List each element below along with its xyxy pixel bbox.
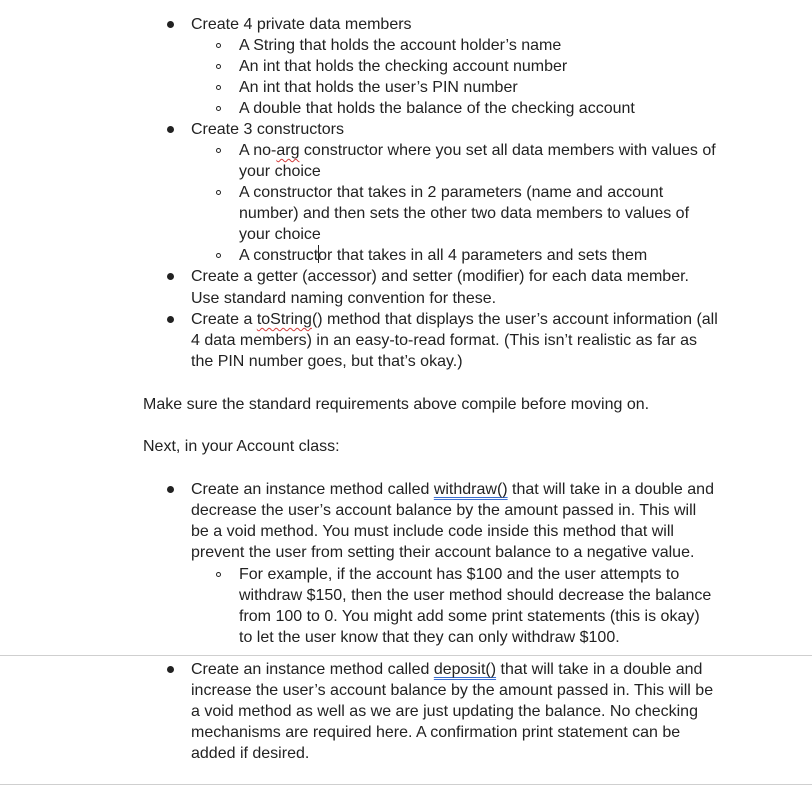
sub-bullet-four-param-constructor: A constructor that takes in all 4 parameters and sets them	[239, 247, 648, 264]
bullet-circle-icon	[216, 85, 221, 90]
bullet-deposit-cont: increase the user’s account balance by the amount passed in. This will be	[191, 682, 714, 699]
grammar-check-word[interactable]: deposit()	[433, 661, 497, 678]
page-break-divider	[0, 655, 812, 656]
bullet-withdraw-cont: decrease the user’s account balance by the amount passed in. This will	[191, 502, 697, 519]
bullet-disc-icon	[167, 21, 174, 28]
bullet-deposit-cont: mechanisms are required here. A confirmation print statement can be	[191, 724, 681, 741]
bullet-tostring: Create a toString() method that displays the user’s account information (all	[191, 311, 718, 328]
sub-bullet-string-name: A String that holds the account holder’s name	[239, 37, 562, 54]
bullet-withdraw-cont: prevent the user from setting their account balance to a negative value.	[191, 544, 695, 561]
bullet-withdraw-cont: be a void method. You must include code inside this method that will	[191, 523, 674, 540]
sub-bullet-int-pin: An int that holds the user’s PIN number	[239, 79, 518, 96]
bullet-circle-icon	[216, 43, 221, 48]
bullet-circle-icon	[216, 106, 221, 111]
paragraph-compile-note: Make sure the standard requirements above compile before moving on.	[143, 396, 650, 413]
bullet-getter-setter-cont: Use standard naming convention for these.	[191, 290, 497, 307]
sub-bullet-no-arg-constructor: A no-arg constructor where you set all data members with values of	[239, 142, 716, 159]
sub-bullet-withdraw-example-cont: to let the user know that they can only withdraw $100.	[239, 629, 620, 646]
sub-bullet-two-param-constructor-cont: number) and then sets the other two data members to values of	[239, 205, 690, 222]
bullet-deposit: Create an instance method called deposit() that will take in a double and	[191, 661, 703, 678]
bullet-circle-icon	[216, 190, 221, 195]
bullet-deposit-cont: a void method as well as we are just updating the balance. No checking	[191, 703, 698, 720]
bullet-disc-icon	[167, 666, 174, 673]
sub-bullet-two-param-constructor: A constructor that takes in 2 parameters (name and account	[239, 184, 664, 201]
bullet-circle-icon	[216, 253, 221, 258]
sub-bullet-withdraw-example-cont: withdraw $150, then the user method should decrease the balance	[239, 587, 712, 604]
sub-bullet-withdraw-example-cont: from 100 to 0. You might add some print statements (this is okay)	[239, 608, 700, 625]
bullet-withdraw: Create an instance method called withdraw() that will take in a double and	[191, 481, 714, 498]
sub-bullet-no-arg-constructor-cont: your choice	[239, 163, 321, 180]
sub-bullet-double-balance: A double that holds the balance of the checking account	[239, 100, 635, 117]
paragraph-next-account: Next, in your Account class:	[143, 438, 340, 455]
sub-bullet-withdraw-example: For example, if the account has $100 and the user attempts to	[239, 566, 680, 583]
bullet-circle-icon	[216, 148, 221, 153]
bullet-circle-icon	[216, 572, 221, 577]
bullet-disc-icon	[167, 486, 174, 493]
bullet-create-data-members: Create 4 private data members	[191, 16, 412, 33]
sub-bullet-int-account: An int that holds the checking account number	[239, 58, 568, 75]
bullet-disc-icon	[167, 316, 174, 323]
sub-bullet-two-param-constructor-cont: your choice	[239, 226, 321, 243]
page-bottom-divider	[0, 784, 812, 785]
bullet-deposit-cont: added if desired.	[191, 745, 310, 762]
bullet-disc-icon	[167, 126, 174, 133]
spellcheck-word[interactable]: arg	[276, 142, 300, 159]
bullet-disc-icon	[167, 273, 174, 280]
bullet-create-constructors: Create 3 constructors	[191, 121, 344, 138]
spellcheck-word[interactable]: toString	[256, 311, 312, 328]
bullet-circle-icon	[216, 64, 221, 69]
bullet-tostring-cont: 4 data members) in an easy-to-read format. (This isn’t realistic as far as	[191, 332, 697, 349]
grammar-check-word[interactable]: withdraw()	[433, 481, 508, 498]
bullet-getter-setter: Create a getter (accessor) and setter (modifier) for each data member.	[191, 268, 689, 285]
bullet-tostring-cont: the PIN number goes, but that’s okay.)	[191, 353, 463, 370]
